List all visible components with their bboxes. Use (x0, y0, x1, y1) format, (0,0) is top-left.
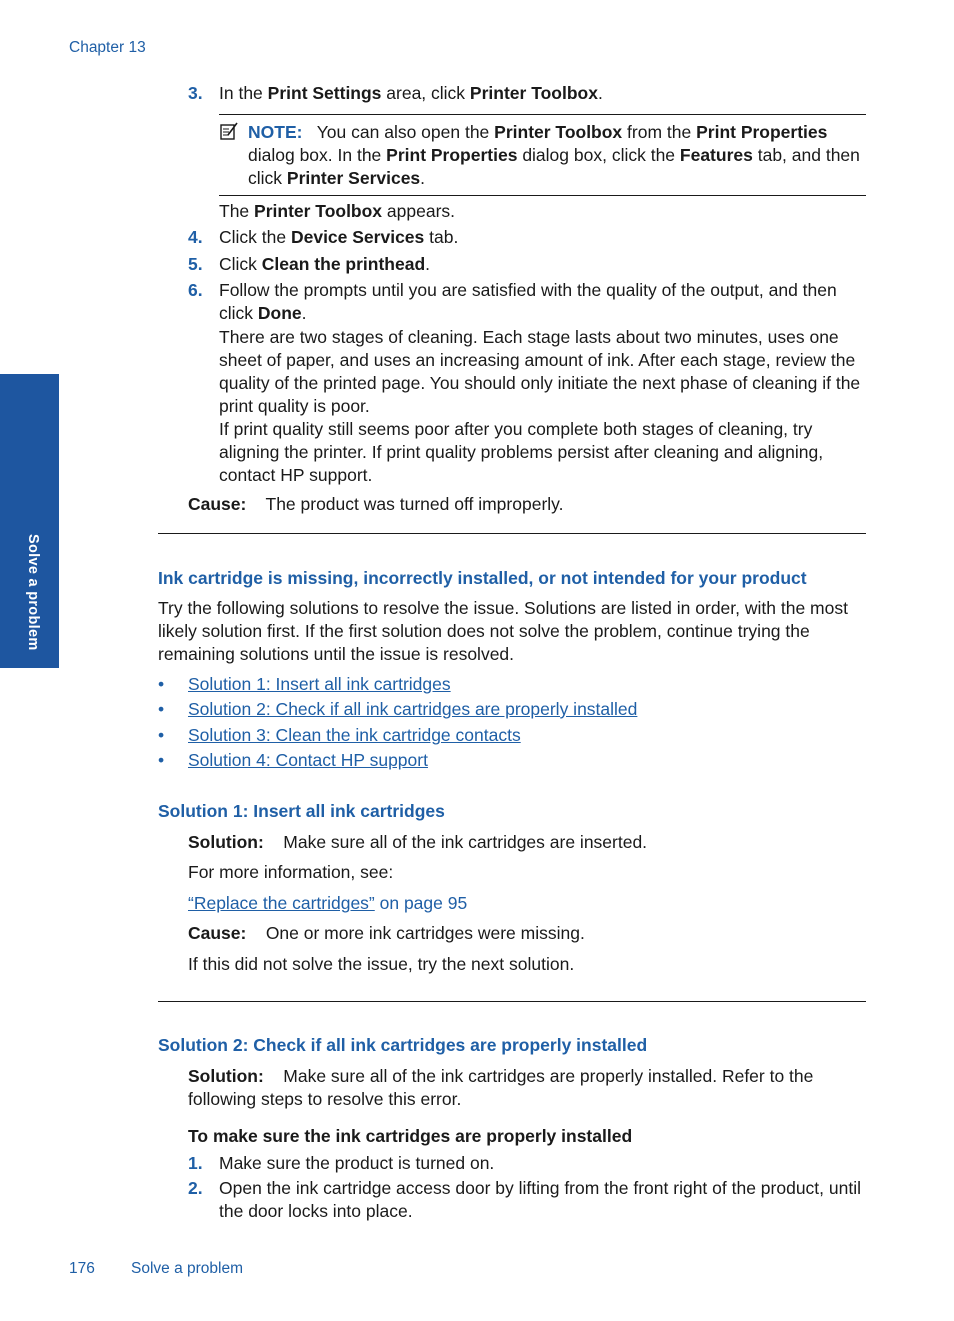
solution-label: Solution: (188, 832, 264, 852)
page-reference: on page 95 (374, 893, 468, 913)
step-text: Follow the prompts until you are satisfied with the quality of the output, and then click Done. (219, 280, 837, 323)
cross-reference (188, 892, 467, 915)
solution-1-line (188, 831, 647, 854)
note-text: You can also open the Printer Toolbox from the Print Properties dialog box. In the Print Properties dialog box, click the Features tab, and then click Printer Services. (248, 122, 860, 188)
procedure-title: To make sure the ink cartridges are properly installed (188, 1126, 633, 1146)
note-bottom-rule (219, 195, 866, 196)
chapter-header: Chapter 13 (69, 39, 146, 56)
step-number: 4. (188, 227, 203, 247)
note-top-rule (219, 114, 866, 115)
step6-paragraph: There are two stages of cleaning. Each stage lasts about two minutes, uses one sheet of paper, and uses an increasing amount of ink. After each stage, review the quality of the printed page. You should only initiate the next phase of cleaning if the print quality is poor. (219, 327, 861, 416)
step-text: Make sure the product is turned on. (219, 1153, 495, 1173)
cause-text: One or more ink cartridges were missing. (265, 923, 585, 943)
next-solution-text: If this did not solve the issue, try the next solution. (188, 954, 575, 974)
bullet: • (158, 674, 165, 694)
cause-line (188, 922, 585, 945)
step-number: 2. (188, 1178, 203, 1198)
more-info-text: For more information, see: (188, 862, 394, 882)
solution-1-link[interactable]: Solution 1: Insert all ink cartridges (188, 674, 451, 694)
solution-label: Solution: (188, 1066, 264, 1086)
solution-2-heading: Solution 2: Check if all ink cartridges are properly installed (158, 1035, 648, 1055)
step6-paragraph: If print quality still seems poor after you complete both stages of cleaning, try aligning the printer. If print quality problems persist after cleaning and aligning, contact HP support. (219, 419, 824, 485)
replace-cartridges-link[interactable]: “Replace the cartridges” (188, 893, 375, 913)
toolbox-appears-text: The Printer Toolbox appears. (219, 201, 456, 221)
step-text: Open the ink cartridge access door by lifting from the front right of the product, until the door locks into place. (219, 1178, 861, 1221)
solution-4-link[interactable]: Solution 4: Contact HP support (188, 750, 428, 770)
bullet: • (158, 750, 165, 770)
section-rule (158, 1001, 866, 1002)
solution-1-heading: Solution 1: Insert all ink cartridges (158, 801, 445, 821)
solution-text: Make sure all of the ink cartridges are properly installed. Refer to the following steps to resolve this error. (188, 1066, 814, 1109)
bullet: • (158, 725, 165, 745)
solution-2-line (188, 1065, 868, 1111)
note-icon (219, 121, 239, 141)
footer-section: Solve a problem (131, 1260, 244, 1277)
note-body (248, 121, 866, 190)
solution-3-link[interactable]: Solution 3: Clean the ink cartridge contacts (188, 725, 521, 745)
solution-2-link[interactable]: Solution 2: Check if all ink cartridges are properly installed (188, 699, 638, 719)
cause-label: Cause: (188, 923, 247, 943)
cause-line (188, 493, 563, 516)
note-label: NOTE: (248, 122, 303, 142)
side-tab-label: Solve a problem (25, 534, 41, 651)
cause-label: Cause: (188, 494, 247, 514)
step-text: Click Clean the printhead. (219, 254, 431, 274)
step-text: In the Print Settings area, click Printer Toolbox. (219, 83, 603, 103)
step-number: 1. (188, 1153, 203, 1173)
step-text: Click the Device Services tab. (219, 227, 459, 247)
section-title: Ink cartridge is missing, incorrectly installed, or not intended for your product (158, 568, 807, 588)
section-intro: Try the following solutions to resolve the issue. Solutions are listed in order, with the most likely solution first. If the first solution does not solve the problem, continue trying the remaining solutions until the issue is resolved. (158, 598, 848, 664)
step-number: 3. (188, 83, 203, 103)
page-number: 176 (69, 1260, 95, 1277)
step-number: 5. (188, 254, 203, 274)
cause-text: The product was turned off improperly. (265, 494, 564, 514)
step-number: 6. (188, 280, 203, 300)
bullet: • (158, 699, 165, 719)
section-rule (158, 533, 866, 534)
solution-text: Make sure all of the ink cartridges are inserted. (283, 832, 648, 852)
